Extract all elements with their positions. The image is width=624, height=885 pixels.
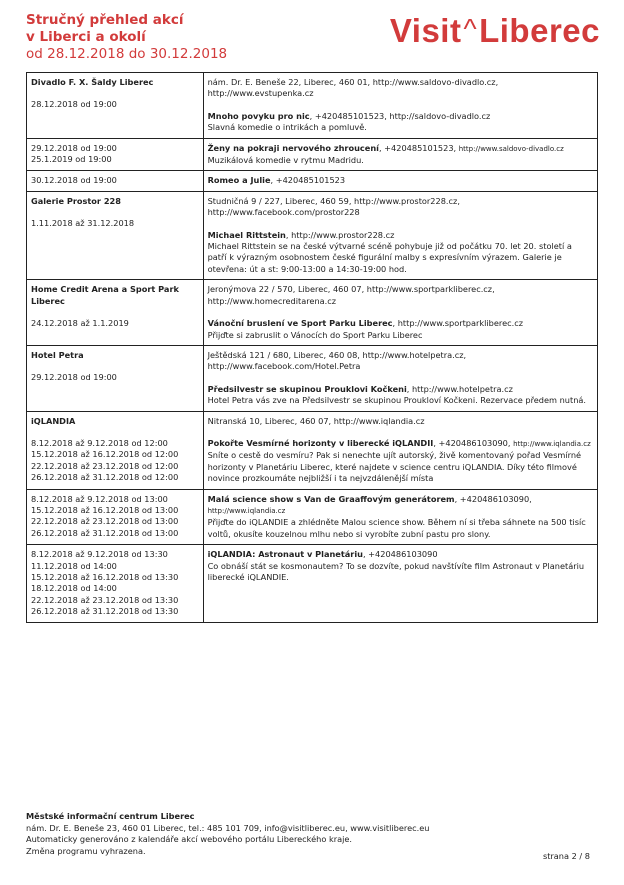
footer-title: Městské informační centrum Liberec	[26, 811, 195, 821]
spacer	[208, 307, 593, 318]
venue-right-cell	[203, 489, 597, 545]
event-date: 26.12.2018 až 31.12.2018 od 13:30	[31, 606, 179, 617]
event-headline	[208, 111, 593, 122]
venue-left-cell	[27, 411, 204, 489]
venue-name: Divadlo F. X. Šaldy Liberec	[31, 77, 154, 87]
event-headline	[208, 318, 593, 329]
event-headline	[208, 494, 593, 518]
event-date: 29.12.2018 od 19:00	[31, 372, 117, 383]
event-description: Přijďte do iQLANDIE a zhlédněte Malou science show. Během ní si třeba sáhnete na 500 tisíc voltů, okusíte kouzelnou mlhu nebo si vyrobíte zubní pastu pro slony.	[207, 517, 586, 539]
event-description: Slavná komedie o intrikách a pomluvě.	[207, 122, 367, 133]
event-contact: , http://www.sportparkliberec.cz	[392, 318, 524, 329]
event-date: 24.12.2018 až 1.1.2019	[31, 318, 129, 329]
event-title: Pokořte Vesmírné horizonty v liberecké iQLANDII	[207, 437, 434, 448]
event-date: 1.11.2018 až 31.12.2018	[31, 218, 135, 229]
event-title: Mnoho povyku pro nic	[207, 110, 310, 121]
event-description: Michael Rittstein se na české výtvarné scéně pohybuje již od počátku 70. let 20. století a patří k výrazným osobnostem české figurální malby s expresívním výrazem. Galerie je otevřena: út a st: 9:00-13:00 a 14:30-19:00 hod.	[207, 241, 572, 274]
venue-right-cell	[203, 545, 597, 622]
logo-left: Visit	[389, 12, 462, 49]
event-date: 22.12.2018 až 23.12.2018 od 13:30	[31, 594, 179, 605]
venue-row	[27, 345, 598, 411]
venue-right-cell	[203, 280, 597, 346]
event-description: Sníte o cestě do vesmíru? Pak si nenechte ujít autorský, živě komentovaný pořad Vesmírné horizonty v Planetáriu Liberec, které najdete v science centru iQLANDIA. Díky této filmové novince prozkoumáte nejbližší i ta nejvzdálenější místa	[207, 450, 582, 484]
venue-left-cell	[27, 489, 204, 545]
event-date: 11.12.2018 od 14:00	[31, 560, 117, 571]
event-date: 8.12.2018 až 9.12.2018 od 13:00	[31, 493, 168, 504]
footer-generated-note: Automaticky generováno z kalendáře akcí webového portálu Libereckého kraje.	[26, 834, 353, 845]
event-date: 22.12.2018 až 23.12.2018 od 13:00	[31, 516, 179, 527]
event-date: 29.12.2018 od 19:00	[31, 142, 117, 153]
event-date: 26.12.2018 až 31.12.2018 od 13:00	[31, 527, 179, 538]
event-headline	[208, 384, 593, 395]
venue-left-cell	[27, 345, 204, 411]
spacer	[208, 100, 593, 111]
spacer	[208, 219, 593, 230]
event-headline	[208, 143, 593, 155]
spacer	[31, 307, 199, 318]
event-contact-url: http://www.iqlandia.cz	[207, 506, 286, 515]
event-date: 15.12.2018 až 16.12.2018 od 12:00	[31, 449, 179, 460]
event-date: 15.12.2018 až 16.12.2018 od 13:30	[31, 572, 179, 582]
venue-name: Home Credit Arena a Sport Park Liberec	[31, 284, 179, 306]
venue-name: Hotel Petra	[31, 349, 84, 360]
page-number: strana 2 / 8	[542, 851, 590, 861]
venue-row	[27, 280, 598, 346]
venue-left-cell	[27, 73, 204, 139]
event-title: Michael Rittstein	[207, 229, 286, 240]
venue-left-cell	[27, 545, 204, 622]
venue-right-cell	[203, 345, 597, 411]
event-headline	[208, 175, 593, 186]
event-date: 25.1.2019 od 19:00	[31, 154, 112, 165]
event-contact-url: http://www.saldovo-divadlo.cz	[458, 144, 564, 153]
event-contact: , +420485101523	[270, 175, 346, 186]
footer	[26, 811, 598, 857]
event-contact: , +420486103090,	[454, 493, 532, 504]
visit-liberec-logo	[390, 12, 600, 50]
logo-right: Liberec	[479, 12, 600, 49]
footer-contact-line: nám. Dr. E. Beneše 23, 460 01 Liberec, tel.: 485 101 709, info@visitliberec.eu, www.visitliberec.eu	[26, 822, 430, 833]
event-date: 26.12.2018 až 31.12.2018 od 12:00	[31, 472, 179, 483]
events-table-body	[27, 73, 598, 623]
event-contact: , http://www.prostor228.cz	[285, 229, 395, 240]
event-headline	[208, 549, 593, 560]
event-title: iQLANDIA: Astronaut v Planetáriu	[207, 549, 363, 560]
spacer	[31, 361, 199, 372]
event-date: 15.12.2018 až 16.12.2018 od 13:00	[31, 504, 179, 515]
venue-address: Studničná 9 / 227, Liberec, 460 59, http://www.prostor228.cz, http://www.facebook.com/prostor228	[207, 195, 460, 218]
event-date: 22.12.2018 až 23.12.2018 od 12:00	[31, 460, 179, 471]
venue-right-cell	[203, 191, 597, 279]
event-date: 8.12.2018 až 9.12.2018 od 12:00	[31, 437, 168, 448]
event-date: 18.12.2018 od 14:00	[31, 583, 117, 594]
event-title: Vánoční bruslení ve Sport Parku Liberec	[207, 318, 393, 329]
logo-caret: ^	[463, 13, 478, 44]
document-header	[26, 12, 604, 72]
venue-address: Ještědská 121 / 680, Liberec, 460 08, http://www.hotelpetra.cz, http://www.facebook.com/Hotel.Petra	[207, 349, 467, 372]
venue-row	[27, 73, 598, 139]
event-description: Co obnáší stát se kosmonautem? To se dozvíte, pokud navštívíte film Astronaut v Planetáriu liberecké iQLANDIE.	[207, 560, 585, 582]
venue-row	[27, 489, 598, 545]
event-contact: , +420486103090	[362, 549, 438, 560]
venue-left-cell	[27, 280, 204, 346]
venue-row	[27, 138, 598, 171]
venue-right-cell	[203, 138, 597, 171]
event-title: Malá science show s Van de Graaffovým generátorem	[207, 493, 455, 504]
footer-disclaimer: Změna programu vyhrazena.	[26, 845, 146, 856]
event-contact: , +420485101523, http://saldovo-divadlo.cz	[309, 110, 491, 121]
event-date: 28.12.2018 od 19:00	[31, 99, 117, 110]
venue-address: Jeronýmova 22 / 570, Liberec, 460 07, http://www.sportparkliberec.cz, http://www.homecreditarena.cz	[207, 284, 495, 306]
event-description: Hotel Petra vás zve na Předsilvestr se skupinou Proukloví Kočkeni. Rezervace předem nutná.	[207, 395, 586, 406]
spacer	[31, 88, 199, 99]
header-date-range: od 28.12.2018 do 30.12.2018	[26, 46, 228, 62]
header-title-line2: v Liberci a okolí	[26, 29, 146, 45]
event-contact: , +420486103090,	[433, 437, 514, 448]
event-date: 30.12.2018 od 19:00	[31, 175, 117, 186]
event-contact: , +420485101523,	[378, 142, 459, 153]
venue-right-cell	[203, 171, 597, 191]
event-description: Muzikálová komedie v rytmu Madridu.	[207, 155, 364, 166]
spacer	[208, 373, 593, 384]
spacer	[208, 427, 593, 438]
header-title-line1: Stručný přehled akcí	[26, 12, 184, 28]
venue-left-cell	[27, 138, 204, 171]
events-table	[26, 72, 598, 623]
event-headline	[208, 230, 593, 241]
venue-address: nám. Dr. E. Beneše 22, Liberec, 460 01, http://www.saldovo-divadlo.cz, http://www.evstupenka.cz	[207, 77, 499, 99]
venue-row	[27, 171, 598, 191]
venue-address: Nitranská 10, Liberec, 460 07, http://www.iqlandia.cz	[207, 415, 425, 426]
event-headline	[208, 438, 593, 450]
event-description: Přijďte si zabruslit o Vánocích do Sport Parku Liberec	[207, 329, 423, 340]
event-title: Ženy na pokraji nervového zhroucení	[207, 142, 379, 153]
event-date: 8.12.2018 až 9.12.2018 od 13:30	[31, 549, 168, 560]
spacer	[31, 207, 199, 218]
event-title: Předsilvestr se skupinou Prouklovi Kočkeni	[207, 383, 407, 394]
event-contact-url: http://www.iqlandia.cz	[513, 439, 591, 448]
venue-left-cell	[27, 171, 204, 191]
venue-row	[27, 191, 598, 279]
venue-left-cell	[27, 191, 204, 279]
event-title: Romeo a Julie	[207, 175, 271, 186]
venue-row	[27, 545, 598, 622]
spacer	[31, 427, 199, 438]
venue-name: iQLANDIA	[31, 415, 76, 426]
venue-right-cell	[203, 73, 597, 139]
venue-right-cell	[203, 411, 597, 489]
venue-row	[27, 411, 598, 489]
venue-name: Galerie Prostor 228	[31, 195, 121, 206]
event-contact: , http://www.hotelpetra.cz	[406, 383, 513, 394]
